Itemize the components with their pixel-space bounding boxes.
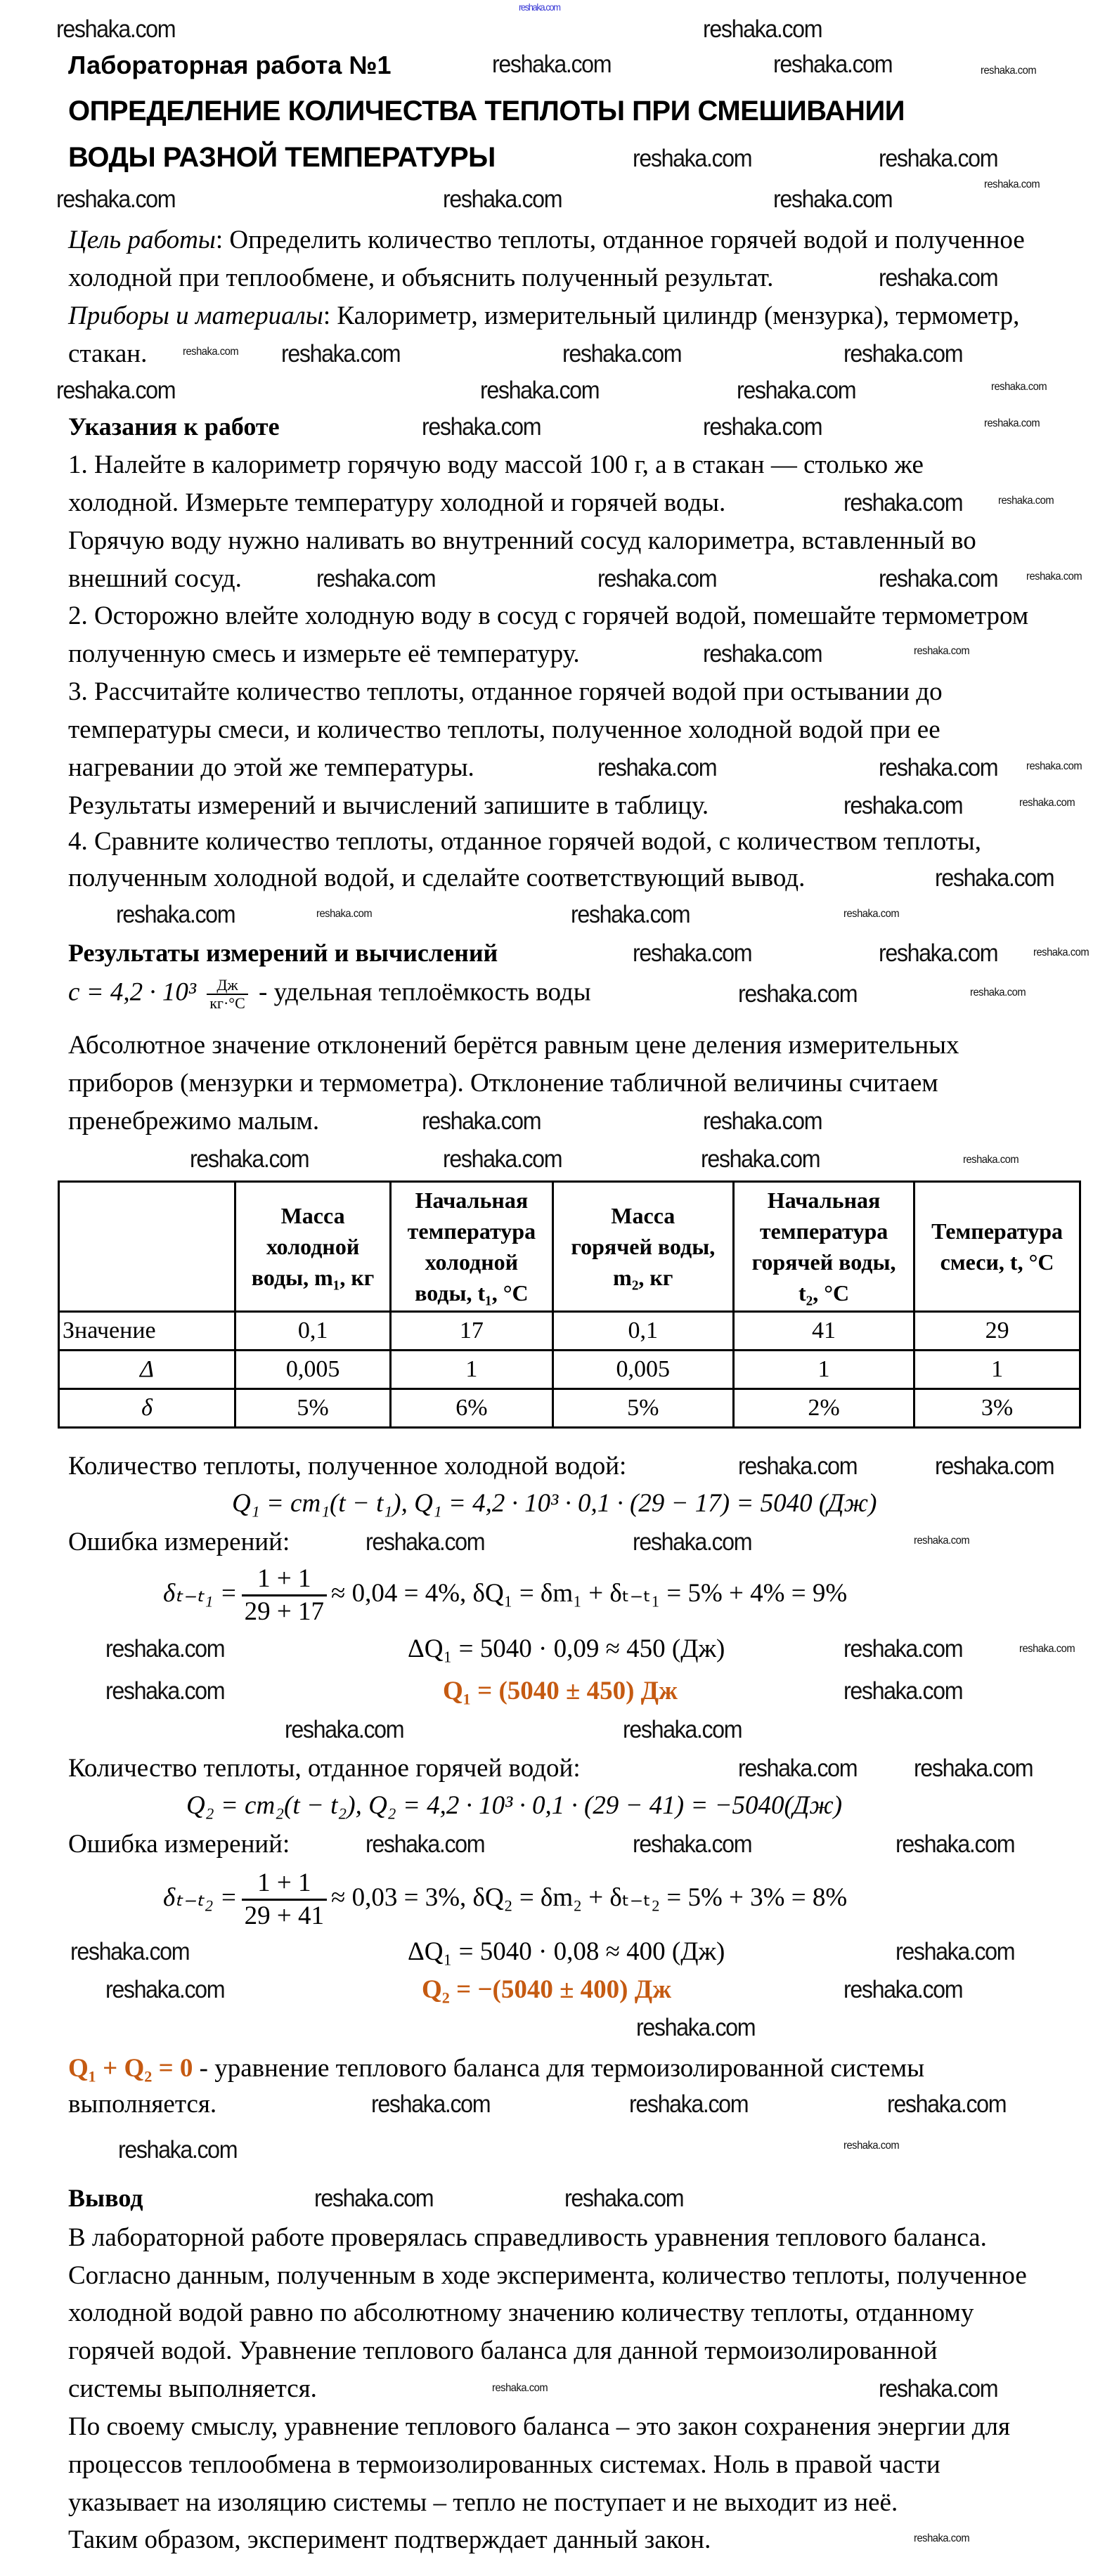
goal-line-1	[68, 225, 1025, 256]
watermark: reshaka.com	[1019, 797, 1075, 809]
balance-formula: Q₁ + Q₂ = 0	[68, 2054, 193, 2083]
conclusion-line: По своему смыслу, уравнение теплового баланса – это закон сохранения энергии для	[68, 2412, 1011, 2441]
instructions-heading: Указания к работе	[68, 412, 280, 441]
watermark: reshaka.com	[190, 1145, 309, 1173]
results-heading: Результаты измерений и вычислений	[68, 939, 498, 967]
watermark: reshaka.com	[316, 908, 373, 920]
calc2-absolute-error: ΔQ₁ = 5040 · 0,08 ≈ 400 (Дж)	[408, 1937, 725, 1966]
delta-rhs: ≈ 0,03 = 3%, δQ₂ = δm₂ + δₜ₋ₜ₂ = 5% + 3% = 8%	[331, 1882, 848, 1912]
fraction-numerator: 1 + 1	[242, 1563, 327, 1596]
watermark: reshaka.com	[896, 1830, 1015, 1858]
watermark: reshaka.com	[519, 1, 560, 13]
watermark: reshaka.com	[636, 2014, 756, 2041]
fraction-denominator: 29 + 17	[244, 1597, 325, 1626]
goal-label: Цель работы	[68, 226, 216, 254]
table-cell: 3%	[914, 1389, 1080, 1428]
table-cell: 0,005	[552, 1351, 733, 1389]
watermark: reshaka.com	[56, 15, 176, 43]
balance-line-2: выполняется.	[68, 2090, 217, 2119]
watermark: reshaka.com	[366, 1830, 485, 1858]
watermark: reshaka.com	[703, 413, 822, 441]
watermark: reshaka.com	[285, 1716, 404, 1743]
equipment-line-1	[68, 301, 1019, 332]
calc1-result: Q₁ = (5040 ± 450) Дж	[443, 1677, 678, 1705]
instruction-line: 2. Осторожно влейте холодную воду в сосуд с горячей водой, помешайте термометром	[68, 601, 1029, 630]
watermark: reshaka.com	[492, 2382, 548, 2394]
watermark: reshaka.com	[879, 565, 998, 592]
calc2-error-label: Ошибка измерений:	[68, 1830, 290, 1859]
watermark: reshaka.com	[914, 1755, 1033, 1782]
watermark: reshaka.com	[879, 754, 998, 781]
delta-rhs: ≈ 0,04 = 4%, δQ₁ = δm₁ + δₜ₋ₜ₁ = 5% + 4% = 9%	[331, 1578, 848, 1608]
lab-title: Лабораторная работа №1	[68, 51, 392, 79]
calc2-equation: Q₂ = cm₂(t − t₂), Q₂ = 4,2 · 10³ · 0,1 · (29 − 41) = −5040(Дж)	[186, 1791, 843, 1820]
table-row	[59, 1312, 1080, 1351]
watermark: reshaka.com	[1026, 571, 1082, 583]
watermark: reshaka.com	[422, 1107, 541, 1135]
watermark: reshaka.com	[371, 2090, 491, 2118]
results-line: пренебрежимо малым.	[68, 1107, 320, 1136]
watermark: reshaka.com	[914, 2532, 970, 2544]
heading-line-1: ОПРЕДЕЛЕНИЕ КОЛИЧЕСТВА ТЕПЛОТЫ ПРИ СМЕШИВАНИИ	[68, 96, 905, 126]
watermark: reshaka.com	[1033, 947, 1090, 958]
watermark: reshaka.com	[316, 565, 436, 592]
watermark: reshaka.com	[443, 186, 562, 213]
watermark: reshaka.com	[879, 264, 998, 292]
watermark: reshaka.com	[118, 2136, 238, 2164]
delta-lhs: δₜ₋ₜ₂ =	[163, 1882, 238, 1912]
c-unit-denominator: кг·°C	[209, 994, 245, 1012]
watermark: reshaka.com	[935, 1452, 1054, 1480]
c-unit-numerator: Дж	[207, 977, 248, 995]
results-line: приборов (мензурки и термометра). Отклонение табличной величины считаем	[68, 1069, 938, 1098]
watermark: reshaka.com	[701, 1145, 820, 1173]
watermark: reshaka.com	[633, 145, 752, 172]
calc1-equation: Q₁ = cm₁(t − t₁), Q₁ = 4,2 · 10³ · 0,1 · (29 − 17) = 5040 (Дж)	[232, 1489, 877, 1518]
table-cell: 41	[733, 1312, 914, 1351]
watermark: reshaka.com	[633, 1528, 752, 1556]
watermark: reshaka.com	[843, 1976, 963, 2003]
watermark: reshaka.com	[564, 2185, 684, 2212]
table-cell: 1	[914, 1351, 1080, 1389]
fraction-numerator: 1 + 1	[242, 1868, 327, 1901]
instruction-line: полученную смесь и измерьте её температуру.	[68, 639, 580, 668]
watermark: reshaka.com	[597, 565, 717, 592]
watermark: reshaka.com	[984, 417, 1040, 429]
goal-text: : Определить количество теплоты, отданное горячей водой и полученное	[215, 226, 1025, 254]
calc2-intro: Количество теплоты, отданное горячей водой:	[68, 1754, 581, 1783]
instruction-line: холодной. Измерьте температуру холодной и горячей воды.	[68, 488, 726, 517]
table-header-cell: Начальная температура горячей воды, t₂, °C	[733, 1182, 914, 1312]
table-header-cell: Масса холодной воды, m₁, кг	[235, 1182, 391, 1312]
watermark: reshaka.com	[984, 178, 1040, 190]
watermark: reshaka.com	[879, 939, 998, 967]
watermark: reshaka.com	[597, 754, 717, 781]
conclusion-line: системы выполняется.	[68, 2374, 317, 2403]
instruction-line: 3. Рассчитайте количество теплоты, отданное горячей водой при остывании до	[68, 677, 943, 706]
instruction-line: 4. Сравните количество теплоты, отданное горячей водой, с количеством теплоты,	[68, 827, 982, 856]
instruction-line: полученным холодной водой, и сделайте соответствующий вывод.	[68, 864, 806, 892]
equipment-text: : Калориметр, измерительный цилиндр (мензурка), термометр,	[323, 301, 1020, 330]
watermark: reshaka.com	[562, 340, 682, 367]
table-header-row	[59, 1182, 1080, 1312]
calc2-relative-error	[163, 1868, 847, 1932]
watermark: reshaka.com	[1026, 760, 1082, 772]
watermark: reshaka.com	[703, 1107, 822, 1135]
table-cell: Значение	[59, 1312, 235, 1351]
watermark: reshaka.com	[981, 65, 1037, 77]
conclusion-line: В лабораторной работе проверялась справедливость уравнения теплового баланса.	[68, 2223, 987, 2252]
watermark: reshaka.com	[843, 340, 963, 367]
watermark: reshaka.com	[623, 1716, 742, 1743]
watermark: reshaka.com	[105, 1677, 225, 1705]
calc1-error-label: Ошибка измерений:	[68, 1528, 290, 1556]
watermark: reshaka.com	[105, 1635, 225, 1663]
table-cell: 2%	[733, 1389, 914, 1428]
table-cell: δ	[59, 1389, 235, 1428]
instruction-line: внешний сосуд.	[68, 564, 242, 593]
table-cell: 5%	[552, 1389, 733, 1428]
table-cell: Δ	[59, 1351, 235, 1389]
watermark: reshaka.com	[629, 2090, 749, 2118]
watermark: reshaka.com	[703, 640, 822, 668]
watermark: reshaka.com	[970, 987, 1026, 998]
table-cell: 5%	[235, 1389, 391, 1428]
watermark: reshaka.com	[773, 51, 893, 78]
instruction-line: Результаты измерений и вычислений запишите в таблицу.	[68, 791, 709, 820]
conclusion-line: холодной водой равно по абсолютному значению количеству теплоты, отданному	[68, 2298, 974, 2327]
table-cell: 0,1	[235, 1312, 391, 1351]
table-cell: 1	[391, 1351, 553, 1389]
calc1-intro: Количество теплоты, полученное холодной водой:	[68, 1452, 627, 1481]
instruction-line: нагревании до этой же температуры.	[68, 753, 474, 782]
watermark: reshaka.com	[843, 908, 900, 920]
watermark: reshaka.com	[492, 51, 612, 78]
calc1-absolute-error: ΔQ₁ = 5040 · 0,09 ≈ 450 (Дж)	[408, 1634, 725, 1663]
heading-line-2: ВОДЫ РАЗНОЙ ТЕМПЕРАТУРЫ	[68, 142, 496, 173]
watermark: reshaka.com	[914, 645, 970, 657]
watermark: reshaka.com	[896, 1938, 1015, 1965]
c-unit-fraction	[207, 977, 248, 1012]
watermark: reshaka.com	[773, 186, 893, 213]
watermark: reshaka.com	[281, 340, 401, 367]
watermark: reshaka.com	[843, 792, 963, 819]
watermark: reshaka.com	[105, 1976, 225, 2003]
delta-lhs: δₜ₋ₜ₁ =	[163, 1578, 238, 1608]
fraction-denominator: 29 + 41	[244, 1901, 325, 1930]
watermark: reshaka.com	[56, 377, 176, 404]
watermark: reshaka.com	[738, 1452, 858, 1480]
table-cell: 6%	[391, 1389, 553, 1428]
watermark: reshaka.com	[935, 864, 1054, 892]
watermark: reshaka.com	[633, 939, 752, 967]
table-header-cell: Масса горячей воды, m₂, кг	[552, 1182, 733, 1312]
watermark: reshaka.com	[887, 2090, 1007, 2118]
watermark: reshaka.com	[70, 1938, 190, 1965]
watermark: reshaka.com	[703, 15, 822, 43]
watermark: reshaka.com	[963, 1154, 1019, 1166]
table-header-cell: Температура смеси, t, °C	[914, 1182, 1080, 1312]
c-description: - удельная теплоёмкость воды	[252, 977, 591, 1007]
table-row	[59, 1351, 1080, 1389]
watermark: reshaka.com	[1019, 1643, 1075, 1655]
table-cell: 17	[391, 1312, 553, 1351]
watermark: reshaka.com	[443, 1145, 562, 1173]
results-table	[58, 1180, 1081, 1429]
equipment-line-2: стакан.	[68, 339, 148, 368]
goal-line-2: холодной при теплообмене, и объяснить полученный результат.	[68, 264, 774, 292]
watermark: reshaka.com	[422, 413, 541, 441]
table-row	[59, 1389, 1080, 1428]
watermark: reshaka.com	[633, 1830, 752, 1858]
conclusion-line: горячей водой. Уравнение теплового баланса для данной термоизолированной	[68, 2336, 938, 2365]
table-header-cell	[59, 1182, 235, 1312]
balance-text: - уравнение теплового баланса для термоизолированной системы	[193, 2054, 925, 2083]
watermark: reshaka.com	[314, 2185, 434, 2212]
conclusion-line: Таким образом, эксперимент подтверждает данный закон.	[68, 2525, 711, 2554]
instruction-line: Горячую воду нужно наливать во внутренний сосуд калориметра, вставленный во	[68, 526, 976, 555]
table-header-cell: Начальная температура холодной воды, t₁, °C	[391, 1182, 553, 1312]
table-cell: 1	[733, 1351, 914, 1389]
conclusion-heading: Вывод	[68, 2184, 143, 2212]
calc1-relative-error	[163, 1563, 847, 1627]
watermark: reshaka.com	[738, 1755, 858, 1782]
conclusion-line: процессов теплообмена в термоизолированных системах. Ноль в правой части	[68, 2450, 940, 2479]
equipment-label: Приборы и материалы	[68, 301, 323, 330]
fraction	[242, 1563, 327, 1627]
specific-heat-formula	[68, 977, 591, 1012]
watermark: reshaka.com	[480, 377, 600, 404]
c-value: c = 4,2 · 10³	[68, 977, 196, 1007]
fraction	[242, 1868, 327, 1932]
watermark: reshaka.com	[56, 186, 176, 213]
watermark: reshaka.com	[366, 1528, 485, 1556]
watermark: reshaka.com	[991, 381, 1047, 393]
watermark: reshaka.com	[843, 1677, 963, 1705]
watermark: reshaka.com	[116, 901, 235, 928]
watermark: reshaka.com	[879, 145, 998, 172]
conclusion-line: Согласно данным, полученным в ходе эксперимента, количество теплоты, полученное	[68, 2261, 1027, 2290]
results-line: Абсолютное значение отклонений берётся равным цене деления измерительных	[68, 1031, 959, 1060]
instruction-line: 1. Налейте в калориметр горячую воду массой 100 г, а в стакан — столько же	[68, 450, 924, 479]
table-cell: 0,005	[235, 1351, 391, 1389]
instruction-line: температуры смеси, и количество теплоты, полученное холодной водой при ее	[68, 715, 940, 744]
watermark: reshaka.com	[183, 346, 239, 358]
table-cell: 29	[914, 1312, 1080, 1351]
calc2-result: Q₂ = −(5040 ± 400) Дж	[422, 1975, 672, 2004]
watermark: reshaka.com	[843, 1635, 963, 1663]
watermark: reshaka.com	[914, 1535, 970, 1547]
watermark: reshaka.com	[998, 495, 1054, 507]
watermark: reshaka.com	[879, 2375, 998, 2402]
watermark: reshaka.com	[571, 901, 690, 928]
balance-line-1	[68, 2053, 924, 2084]
conclusion-line: указывает на изоляцию системы – тепло не поступает и не выходит из неё.	[68, 2488, 898, 2517]
watermark: reshaka.com	[737, 377, 856, 404]
watermark: reshaka.com	[843, 2140, 900, 2152]
watermark: reshaka.com	[843, 489, 963, 516]
watermark: reshaka.com	[738, 980, 858, 1008]
table-cell: 0,1	[552, 1312, 733, 1351]
